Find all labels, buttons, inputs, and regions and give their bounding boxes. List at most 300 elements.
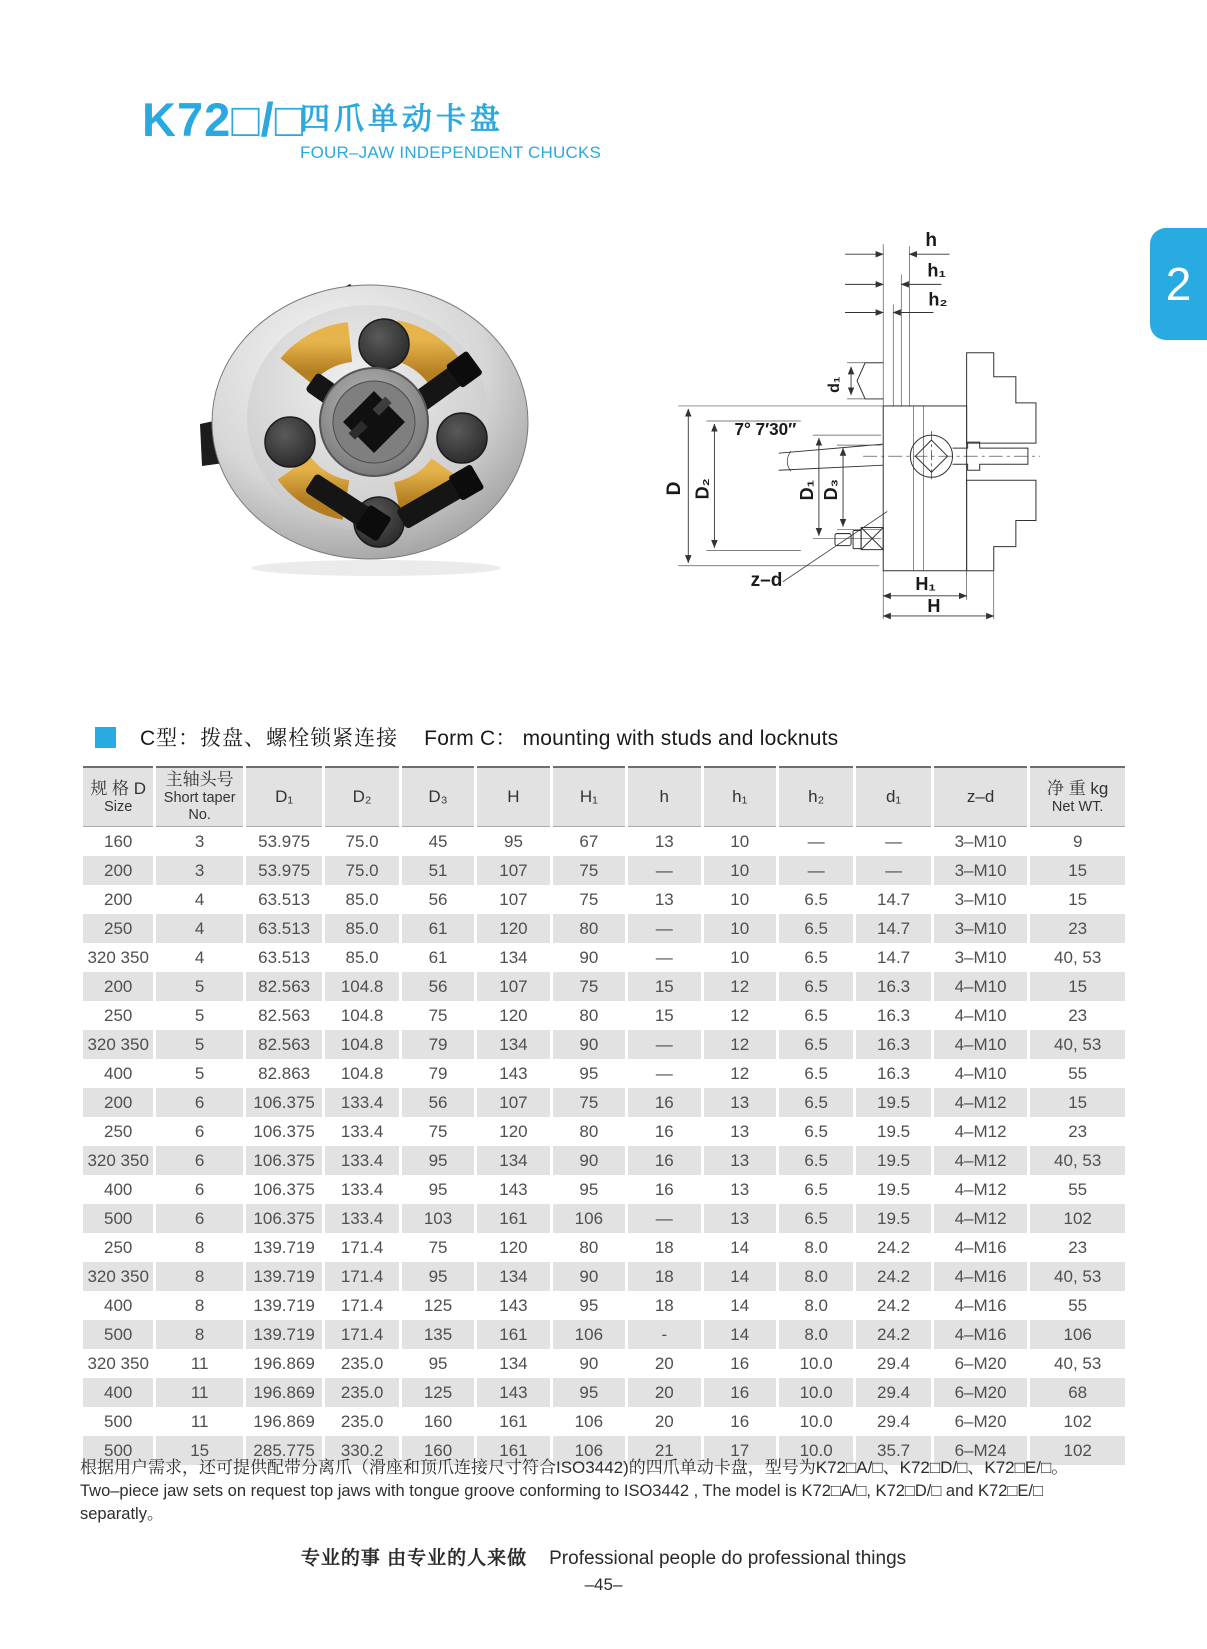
table-cell: 14.7 (856, 885, 930, 914)
table-cell: 250 (83, 1117, 153, 1146)
table-cell: 16.3 (856, 1030, 930, 1059)
table-cell: 285.775 (246, 1436, 322, 1465)
table-cell: 6 (156, 1146, 243, 1175)
table-cell: 19.5 (856, 1117, 930, 1146)
table-cell: 6–M24 (934, 1436, 1028, 1465)
table-cell: 120 (477, 914, 549, 943)
table-cell: 13 (704, 1146, 776, 1175)
dim-label-D2: D₂ (692, 478, 713, 500)
table-cell: 106.375 (246, 1204, 322, 1233)
table-cell: 106.375 (246, 1088, 322, 1117)
table-cell: 95 (402, 1175, 474, 1204)
table-cell: 35.7 (856, 1436, 930, 1465)
table-cell: 55 (1030, 1175, 1125, 1204)
section-heading (95, 722, 838, 752)
dim-label-d1: d₁ (825, 376, 844, 393)
table-cell: 20 (628, 1349, 700, 1378)
table-cell: 143 (477, 1291, 549, 1320)
table-cell: 56 (402, 972, 474, 1001)
table-cell: 95 (553, 1059, 625, 1088)
table-cell: 6–M20 (934, 1378, 1028, 1407)
table-cell: 11 (156, 1378, 243, 1407)
table-cell: 3–M10 (934, 914, 1028, 943)
table-cell: — (779, 856, 853, 885)
table-cell: 63.513 (246, 885, 322, 914)
table-cell: 6.5 (779, 914, 853, 943)
table-cell: 40, 53 (1030, 1146, 1125, 1175)
table-cell: 6.5 (779, 1146, 853, 1175)
table-cell: 23 (1030, 1001, 1125, 1030)
table-cell: 21 (628, 1436, 700, 1465)
table-cell: 8.0 (779, 1262, 853, 1291)
table-cell: 500 (83, 1204, 153, 1233)
table-cell: 12 (704, 972, 776, 1001)
column-header: 规 格 D Size (83, 766, 153, 827)
chapter-number: 2 (1165, 258, 1192, 310)
table-cell: 14 (704, 1262, 776, 1291)
column-header: D₁ (246, 766, 322, 827)
table-cell: 61 (402, 943, 474, 972)
product-title-en: FOUR–JAW INDEPENDENT CHUCKS (300, 143, 602, 162)
table-cell: 85.0 (325, 885, 398, 914)
table-cell: 104.8 (325, 972, 398, 1001)
column-header: 主轴头号 Short taper No. (156, 766, 243, 827)
table-cell: 4–M12 (934, 1204, 1028, 1233)
table-cell: 40, 53 (1030, 1349, 1125, 1378)
table-cell: 6.5 (779, 885, 853, 914)
table-cell: 8.0 (779, 1233, 853, 1262)
dim-label-zd: z–d (750, 569, 783, 591)
table-cell: 95 (402, 1349, 474, 1378)
table-cell: 14 (704, 1291, 776, 1320)
table-cell: 106.375 (246, 1117, 322, 1146)
table-cell: — (779, 827, 853, 856)
table-cell: 6.5 (779, 1030, 853, 1059)
table-cell: 16.3 (856, 1001, 930, 1030)
table-cell: 4 (156, 885, 243, 914)
table-row (83, 972, 1125, 1001)
column-header: H (477, 766, 549, 827)
table-cell: 10 (704, 943, 776, 972)
table-cell: 4–M12 (934, 1146, 1028, 1175)
table-row (83, 1349, 1125, 1378)
table-cell: 196.869 (246, 1407, 322, 1436)
table-cell: - (628, 1320, 700, 1349)
table-cell: 14 (704, 1233, 776, 1262)
table-cell: 200 (83, 885, 153, 914)
table-cell: 75 (553, 885, 625, 914)
table-cell: 24.2 (856, 1233, 930, 1262)
table-cell: 16 (628, 1088, 700, 1117)
table-cell: 200 (83, 1088, 153, 1117)
table-cell: 3–M10 (934, 885, 1028, 914)
table-cell: 171.4 (325, 1291, 398, 1320)
table-cell: 143 (477, 1059, 549, 1088)
table-cell: 200 (83, 972, 153, 1001)
table-cell: 330.2 (325, 1436, 398, 1465)
product-title (300, 94, 601, 163)
table-cell: 3–M10 (934, 856, 1028, 885)
chuck-photo (198, 272, 546, 578)
table-row (83, 1146, 1125, 1175)
table-cell: 143 (477, 1378, 549, 1407)
dim-label-angle: 7° 7′30″ (734, 420, 797, 440)
table-cell: — (628, 1204, 700, 1233)
table-cell: 68 (1030, 1378, 1125, 1407)
technical-drawing (630, 212, 1046, 622)
table-cell: 106 (1030, 1320, 1125, 1349)
table-cell: 10.0 (779, 1436, 853, 1465)
table-cell: 133.4 (325, 1146, 398, 1175)
column-header: d₁ (856, 766, 930, 827)
table-cell: 133.4 (325, 1204, 398, 1233)
table-row (83, 1291, 1125, 1320)
table-cell: 120 (477, 1233, 549, 1262)
table-cell: 104.8 (325, 1001, 398, 1030)
table-cell: 61 (402, 914, 474, 943)
table-cell: 103 (402, 1204, 474, 1233)
table-cell: 16 (704, 1349, 776, 1378)
footnote-cn: 根据用户需求，还可提供配带分离爪（滑座和顶爪连接尺寸符合ISO3442)的四爪单动卡盘，型号为K72□A/□、K72□D/□、K72□E/□。 (80, 1458, 1069, 1477)
table-cell: 15 (156, 1436, 243, 1465)
table-cell: 104.8 (325, 1030, 398, 1059)
table-cell: 8 (156, 1233, 243, 1262)
table-cell: 4–M10 (934, 1001, 1028, 1030)
table-cell: 14 (704, 1320, 776, 1349)
column-header: H₁ (553, 766, 625, 827)
table-cell: 139.719 (246, 1233, 322, 1262)
dim-label-h2: h₂ (928, 289, 948, 310)
section-heading-en: Form C： mounting with studs and locknuts (424, 727, 839, 750)
spec-table-container (80, 766, 1128, 1465)
table-cell: 4–M16 (934, 1320, 1028, 1349)
table-cell: 6.5 (779, 1204, 853, 1233)
table-cell: 82.863 (246, 1059, 322, 1088)
table-cell: 10.0 (779, 1349, 853, 1378)
column-header: D₃ (402, 766, 474, 827)
table-cell: 133.4 (325, 1175, 398, 1204)
table-cell: — (628, 914, 700, 943)
table-cell: 120 (477, 1117, 549, 1146)
table-cell: 135 (402, 1320, 474, 1349)
table-cell: 134 (477, 943, 549, 972)
table-cell: 16 (704, 1378, 776, 1407)
table-cell: 400 (83, 1175, 153, 1204)
footer-slogan-cn: 专业的事 由专业的人来做 (300, 1548, 528, 1569)
table-cell: 400 (83, 1291, 153, 1320)
table-cell: 13 (704, 1175, 776, 1204)
table-cell: 12 (704, 1059, 776, 1088)
table-cell: 3 (156, 856, 243, 885)
table-cell: 161 (477, 1204, 549, 1233)
page-number: –45– (584, 1575, 623, 1594)
table-cell: 80 (553, 1117, 625, 1146)
dim-label-D3: D₃ (820, 478, 841, 501)
table-cell: 12 (704, 1030, 776, 1059)
table-cell: 5 (156, 1059, 243, 1088)
table-cell: 400 (83, 1378, 153, 1407)
table-cell: 320 350 (83, 1349, 153, 1378)
table-cell: 107 (477, 1088, 549, 1117)
table-cell: 15 (1030, 885, 1125, 914)
table-cell: — (628, 1059, 700, 1088)
table-cell: 79 (402, 1030, 474, 1059)
table-cell: 75.0 (325, 856, 398, 885)
column-header: h (628, 766, 700, 827)
table-cell: 16 (628, 1175, 700, 1204)
table-cell: 11 (156, 1349, 243, 1378)
table-row (83, 1407, 1125, 1436)
table-cell: 3 (156, 827, 243, 856)
table-cell: 320 350 (83, 1030, 153, 1059)
table-cell: — (856, 856, 930, 885)
table-cell: 4–M16 (934, 1233, 1028, 1262)
table-cell: 6 (156, 1088, 243, 1117)
table-cell: 29.4 (856, 1378, 930, 1407)
table-cell: 106 (553, 1320, 625, 1349)
table-cell: 17 (704, 1436, 776, 1465)
table-cell: 161 (477, 1407, 549, 1436)
table-cell: 13 (704, 1088, 776, 1117)
table-cell: 102 (1030, 1407, 1125, 1436)
table-cell: 6 (156, 1204, 243, 1233)
table-cell: 90 (553, 1349, 625, 1378)
table-cell: 40, 53 (1030, 943, 1125, 972)
table-cell: 16 (628, 1117, 700, 1146)
table-cell: 102 (1030, 1204, 1125, 1233)
table-cell: 10 (704, 885, 776, 914)
table-cell: — (856, 827, 930, 856)
table-cell: 29.4 (856, 1407, 930, 1436)
table-cell: 40, 53 (1030, 1262, 1125, 1291)
table-row (83, 1030, 1125, 1059)
table-cell: 5 (156, 1001, 243, 1030)
table-cell: 13 (704, 1204, 776, 1233)
table-cell: 6.5 (779, 1059, 853, 1088)
dim-label-D: D (664, 481, 686, 496)
table-cell: 13 (628, 885, 700, 914)
table-cell: 320 350 (83, 943, 153, 972)
table-cell: 29.4 (856, 1349, 930, 1378)
dim-label-h1: h₁ (927, 260, 946, 281)
table-cell: 23 (1030, 1233, 1125, 1262)
table-cell: 56 (402, 885, 474, 914)
table-row (83, 1320, 1125, 1349)
table-cell: 18 (628, 1233, 700, 1262)
table-cell: 63.513 (246, 914, 322, 943)
table-cell: 107 (477, 972, 549, 1001)
table-cell: 75 (402, 1233, 474, 1262)
table-cell: 16 (628, 1146, 700, 1175)
table-cell: 4–M16 (934, 1262, 1028, 1291)
table-cell: 6 (156, 1175, 243, 1204)
table-row (83, 943, 1125, 972)
table-cell: 95 (553, 1291, 625, 1320)
table-cell: 133.4 (325, 1088, 398, 1117)
table-cell: 8.0 (779, 1320, 853, 1349)
table-cell: 4–M10 (934, 972, 1028, 1001)
table-cell: 12 (704, 1001, 776, 1030)
table-cell: 4 (156, 914, 243, 943)
table-cell: 85.0 (325, 943, 398, 972)
table-cell: 106 (553, 1436, 625, 1465)
table-cell: 160 (402, 1436, 474, 1465)
table-cell: 67 (553, 827, 625, 856)
table-cell: 53.975 (246, 856, 322, 885)
table-cell: 15 (628, 972, 700, 1001)
table-cell: 160 (402, 1407, 474, 1436)
table-cell: 9 (1030, 827, 1125, 856)
table-row (83, 827, 1125, 856)
table-cell: 171.4 (325, 1233, 398, 1262)
table-row (83, 1262, 1125, 1291)
table-cell: 125 (402, 1378, 474, 1407)
table-cell: 500 (83, 1320, 153, 1349)
table-cell: 90 (553, 1262, 625, 1291)
table-cell: 15 (1030, 1088, 1125, 1117)
spec-table-head-row (83, 766, 1125, 827)
table-cell: 82.563 (246, 1030, 322, 1059)
table-cell: 95 (402, 1146, 474, 1175)
table-cell: 106.375 (246, 1175, 322, 1204)
table-cell: 16.3 (856, 1059, 930, 1088)
table-cell: 143 (477, 1175, 549, 1204)
table-row (83, 1001, 1125, 1030)
spec-table (80, 766, 1128, 1465)
table-cell: 75 (402, 1117, 474, 1146)
table-cell: 161 (477, 1436, 549, 1465)
table-cell: 51 (402, 856, 474, 885)
table-cell: 139.719 (246, 1291, 322, 1320)
table-cell: 134 (477, 1349, 549, 1378)
footnotes (80, 1456, 1130, 1526)
table-row (83, 1117, 1125, 1146)
column-header: h₂ (779, 766, 853, 827)
table-cell: — (628, 1030, 700, 1059)
table-cell: 200 (83, 856, 153, 885)
table-cell: 82.563 (246, 972, 322, 1001)
table-cell: 133.4 (325, 1117, 398, 1146)
table-cell: 90 (553, 1030, 625, 1059)
table-cell: 15 (628, 1001, 700, 1030)
table-cell: 196.869 (246, 1378, 322, 1407)
spec-table-body (83, 827, 1125, 1465)
table-cell: 80 (553, 1001, 625, 1030)
column-header: D₂ (325, 766, 398, 827)
table-cell: 6.5 (779, 972, 853, 1001)
table-cell: 90 (553, 1146, 625, 1175)
section-badge-icon (95, 727, 116, 748)
table-cell: 139.719 (246, 1320, 322, 1349)
table-cell: 95 (477, 827, 549, 856)
table-cell: 75.0 (325, 827, 398, 856)
table-cell: 10.0 (779, 1378, 853, 1407)
table-cell: 75 (402, 1001, 474, 1030)
table-cell: — (628, 943, 700, 972)
table-cell: 56 (402, 1088, 474, 1117)
table-cell: 500 (83, 1436, 153, 1465)
section-heading-cn: C型：拨盘、螺栓锁紧连接 (140, 727, 399, 750)
table-cell: 10.0 (779, 1407, 853, 1436)
table-cell: 4–M10 (934, 1030, 1028, 1059)
table-cell: 82.563 (246, 1001, 322, 1030)
table-cell: 19.5 (856, 1146, 930, 1175)
page-title: K72□/□ (142, 93, 305, 146)
column-header: 净 重 kg Net WT. (1030, 766, 1125, 827)
table-cell: 85.0 (325, 914, 398, 943)
table-cell: 400 (83, 1059, 153, 1088)
table-cell: 6–M20 (934, 1349, 1028, 1378)
table-cell: 107 (477, 856, 549, 885)
table-cell: 171.4 (325, 1262, 398, 1291)
table-cell: 4–M16 (934, 1291, 1028, 1320)
table-row (83, 1378, 1125, 1407)
table-cell: 23 (1030, 914, 1125, 943)
table-cell: 160 (83, 827, 153, 856)
table-cell: 40, 53 (1030, 1030, 1125, 1059)
table-cell: 106 (553, 1407, 625, 1436)
table-cell: 24.2 (856, 1320, 930, 1349)
table-cell: 6–M20 (934, 1407, 1028, 1436)
dim-label-h: h (925, 230, 938, 252)
table-cell: 106.375 (246, 1146, 322, 1175)
table-cell: 107 (477, 885, 549, 914)
table-cell: 120 (477, 1001, 549, 1030)
table-cell: 53.975 (246, 827, 322, 856)
table-cell: 161 (477, 1320, 549, 1349)
table-row (83, 1175, 1125, 1204)
table-cell: 171.4 (325, 1320, 398, 1349)
table-cell: — (628, 856, 700, 885)
table-cell: 139.719 (246, 1262, 322, 1291)
table-cell: 6.5 (779, 943, 853, 972)
table-row (83, 1059, 1125, 1088)
table-row (83, 914, 1125, 943)
table-row (83, 1088, 1125, 1117)
table-cell: 125 (402, 1291, 474, 1320)
table-cell: 75 (553, 856, 625, 885)
table-row (83, 1204, 1125, 1233)
footer-slogan (0, 1543, 1207, 1570)
table-cell: 24.2 (856, 1291, 930, 1320)
table-cell: 13 (704, 1117, 776, 1146)
table-cell: 8 (156, 1262, 243, 1291)
table-cell: 4–M12 (934, 1117, 1028, 1146)
table-row (83, 885, 1125, 914)
table-cell: 6.5 (779, 1117, 853, 1146)
table-cell: 250 (83, 1001, 153, 1030)
table-cell: 6 (156, 1117, 243, 1146)
chapter-tab (1150, 228, 1207, 340)
table-cell: 11 (156, 1407, 243, 1436)
table-cell: 320 350 (83, 1146, 153, 1175)
table-cell: 90 (553, 943, 625, 972)
table-cell: 5 (156, 1030, 243, 1059)
table-cell: 19.5 (856, 1175, 930, 1204)
table-cell: 23 (1030, 1117, 1125, 1146)
dim-label-D1: D₁ (796, 479, 817, 501)
table-cell: 134 (477, 1030, 549, 1059)
table-cell: 16.3 (856, 972, 930, 1001)
table-cell: 4–M12 (934, 1175, 1028, 1204)
table-cell: 18 (628, 1291, 700, 1320)
column-header: h₁ (704, 766, 776, 827)
table-cell: 45 (402, 827, 474, 856)
table-cell: 19.5 (856, 1204, 930, 1233)
table-cell: 235.0 (325, 1407, 398, 1436)
table-cell: 14.7 (856, 914, 930, 943)
table-cell: 20 (628, 1407, 700, 1436)
